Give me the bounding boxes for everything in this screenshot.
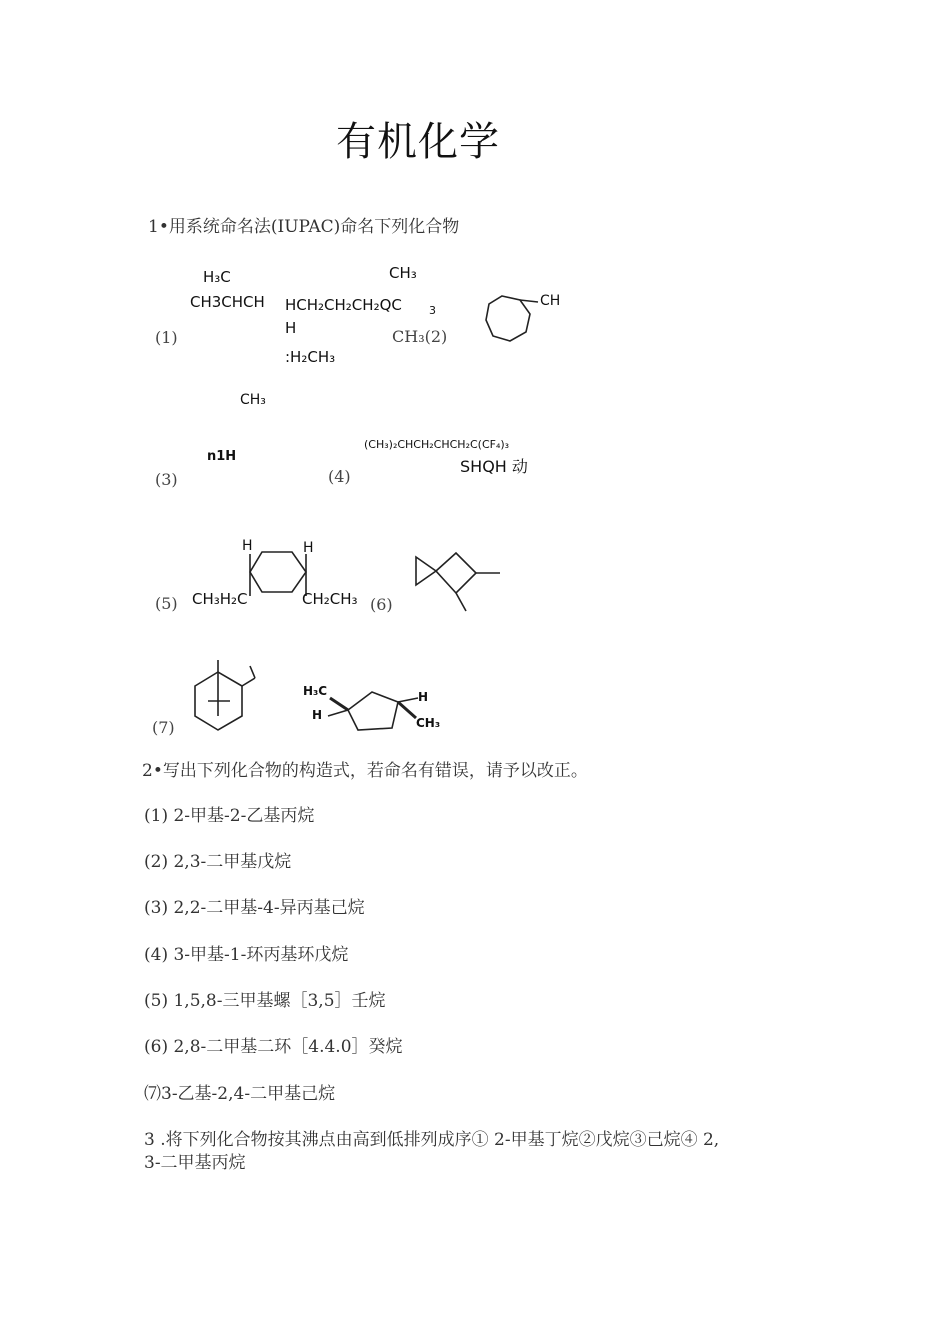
compound-1-ethyl: :H₂CH₃ — [285, 348, 336, 366]
compound-7b-ch3: CH₃ — [416, 716, 441, 730]
compound-1-tail: CH₃(2) — [392, 327, 448, 346]
compound-7b-h-right: H — [418, 690, 429, 704]
question-2-item-3: (3) 2,2-二甲基-4-异丙基己烷 — [144, 898, 365, 918]
question-2-item-6: (6) 2,8-二甲基二环［4.4.0］癸烷 — [144, 1037, 403, 1057]
question-2-prompt: 2•写出下列化合物的构造式，若命名有错误，请予以改正。 — [142, 761, 588, 781]
compound-1-h3c: H₃C — [203, 268, 231, 286]
question-3-line-2: 3-二甲基丙烷 — [144, 1153, 246, 1173]
compound-3-ch3: CH₃ — [240, 392, 266, 408]
compound-7b-h-left: H — [312, 708, 323, 722]
question-1-prompt: 1•用系统命名法(IUPAC)命名下列化合物 — [148, 217, 460, 237]
question-2-item-2: (2) 2,3-二甲基戊烷 — [144, 852, 292, 872]
label-7: (7) — [152, 718, 175, 737]
compound-5-left-group: CH₃H₂C — [192, 590, 248, 608]
label-6: (6) — [370, 595, 393, 614]
compound-1-subscript: 3 — [429, 304, 436, 317]
label-1: (1) — [155, 328, 178, 347]
question-2-item-5: (5) 1,5,8-三甲基螺［3,5］壬烷 — [144, 991, 386, 1011]
question-2-item-1: (1) 2-甲基-2-乙基丙烷 — [144, 806, 315, 826]
bicyclic-structure — [190, 656, 265, 736]
question-3-line-1: 3 .将下列化合物按其沸点由高到低排列成序① 2-甲基丁烷②戊烷③己烷④ 2, — [144, 1130, 720, 1150]
question-2-item-7: ⑺3-乙基-2,4-二甲基己烷 — [144, 1084, 336, 1104]
compound-7b-h3c: H₃C — [303, 684, 328, 698]
compound-1-top-ch3: CH₃ — [389, 264, 417, 282]
compound-3-n1h: n1H — [207, 449, 237, 464]
compound-2-substituent: CH — [540, 293, 561, 309]
compound-4-below: SHQH 动 — [460, 457, 528, 476]
label-3: (3) — [155, 470, 178, 489]
spiro-structure — [410, 545, 510, 615]
question-2-item-4: (4) 3-甲基-1-环丙基环戊烷 — [144, 945, 349, 965]
compound-4-formula: (CH₃)₂CHCH₂CHCH₂C(CF₄)₃ — [364, 438, 510, 451]
compound-1-h: H — [285, 319, 297, 337]
compound-1-ch3chch: CH3CHCH — [190, 293, 265, 311]
page-title: 有机化学 — [336, 119, 500, 165]
compound-5-h-right: H — [303, 540, 314, 556]
label-4: (4) — [328, 467, 351, 486]
label-5: (5) — [155, 594, 178, 613]
compound-5-h-left: H — [242, 538, 253, 554]
compound-5-right-group: CH₂CH₃ — [302, 590, 358, 608]
compound-1-chain: HCH₂CH₂CH₂QC — [285, 296, 402, 314]
